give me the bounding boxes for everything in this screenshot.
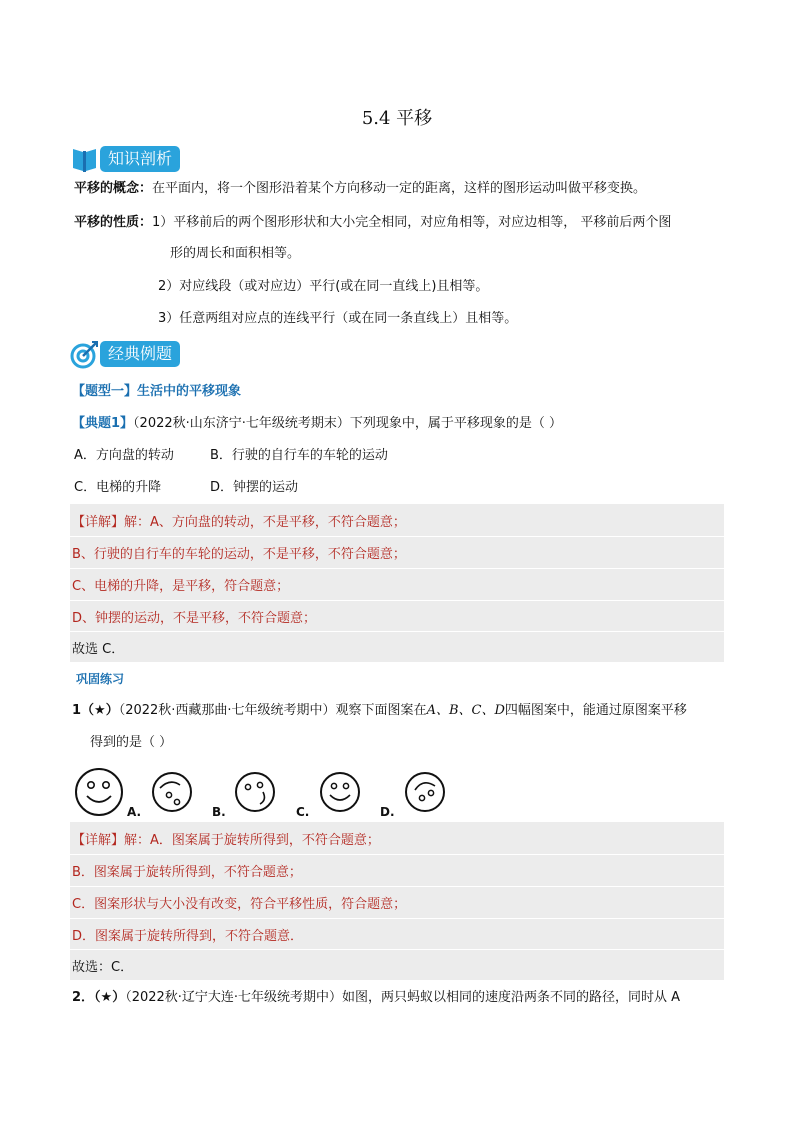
property-3: 3）任意两组对应点的连线平行（或在同一条直线上）且相等。 (158, 311, 518, 326)
example-tag: 【典题1】 (72, 416, 134, 431)
option-label-a: A. (127, 805, 142, 819)
example-text: （2022秋·山东济宁·七年级统考期末）下列现象中，属于平移现象的是（ ） (133, 416, 563, 431)
concept-paragraph (74, 180, 646, 198)
property-2: 2）对应线段（或对应边）平行(或在同一直线上)且相等。 (158, 279, 489, 294)
question-text-2: 四幅图案中，能通过原图案平移 (504, 703, 687, 718)
solution-line: 故选：C． (70, 950, 724, 980)
example-question (72, 415, 562, 433)
concept-label: 平移的概念： (74, 181, 153, 196)
solution-line: C、电梯的升降，是平移，符合题意； (70, 569, 724, 600)
type-heading (72, 383, 241, 401)
question-text: （2022秋·西藏那曲·七年级统考期中）观察下面图案在 (118, 703, 427, 718)
solution-line: B．图案属于旋转所得到，不符合题意； (70, 855, 724, 886)
question-2 (72, 989, 680, 1007)
solution-line: C．图案形状与大小没有改变，符合平移性质，符合题意； (70, 887, 724, 918)
smiley-option-a-figure (150, 770, 194, 814)
option-d: D．钟摆的运动 (210, 480, 299, 495)
option-a: A．方向盘的转动 (74, 448, 174, 463)
property-1a: 1）平移前后的两个图形形状和大小完全相同，对应角相等，对应边相等， 平移前后两个图 (152, 215, 672, 230)
book-icon (70, 145, 100, 173)
properties-label: 平移的性质： (74, 215, 153, 230)
option-label-b: B. (212, 805, 226, 819)
solution-line: D、钟摆的运动，不是平移，不符合题意； (70, 601, 724, 631)
option-label-c: C. (296, 805, 310, 819)
section-label: 知识剖析 (100, 146, 180, 172)
solution-line: B、行驶的自行车的车轮的运动，不是平移，不符合题意； (70, 537, 724, 568)
smiley-option-b-figure (233, 770, 277, 814)
question-letters: A、B、C、D (426, 703, 505, 718)
section-banner-examples (70, 340, 270, 368)
question-1-line-2: 得到的是（ ） (90, 735, 173, 750)
section-label: 经典例题 (100, 341, 180, 367)
question-number: 1（★） (72, 703, 119, 718)
properties-line-1 (74, 214, 671, 232)
smiley-option-c-figure (318, 770, 362, 814)
concept-text: 在平面内，将一个图形沿着某个方向移动一定的距离，这样的图形运动叫做平移变换。 (152, 181, 647, 196)
solution-line: 【详解】解：A、方向盘的转动，不是平移，不符合题意； (70, 504, 724, 536)
solution-line: 【详解】解：A．图案属于旋转所得到，不符合题意； (70, 822, 724, 854)
page-title: 5.4 平移 (361, 108, 433, 129)
target-icon (70, 340, 100, 370)
type-tag: 【题型一】 (72, 384, 138, 399)
property-1b: 形的周长和面积相等。 (170, 246, 301, 261)
option-b: B．行驶的自行车的车轮的运动 (210, 448, 388, 463)
question-text: （2022秋·辽宁大连·七年级统考期中）如图，两只蚂蚁以相同的速度沿两条不同的路径，同时从 A (125, 990, 681, 1005)
solution-line: D．图案属于旋转所得到，不符合题意． (70, 919, 724, 949)
option-label-d: D. (380, 805, 395, 819)
smiley-option-d-figure (403, 770, 447, 814)
question-1 (72, 702, 687, 720)
practice-heading: 巩固练习 (76, 672, 125, 686)
section-banner-knowledge (70, 145, 270, 173)
solution-line: 故选 C． (70, 632, 724, 662)
option-c: C．电梯的升降 (74, 480, 162, 495)
type-text: 生活中的平移现象 (137, 384, 242, 399)
original-smiley-figure (73, 766, 125, 818)
question-number: 2．（★） (72, 990, 126, 1005)
